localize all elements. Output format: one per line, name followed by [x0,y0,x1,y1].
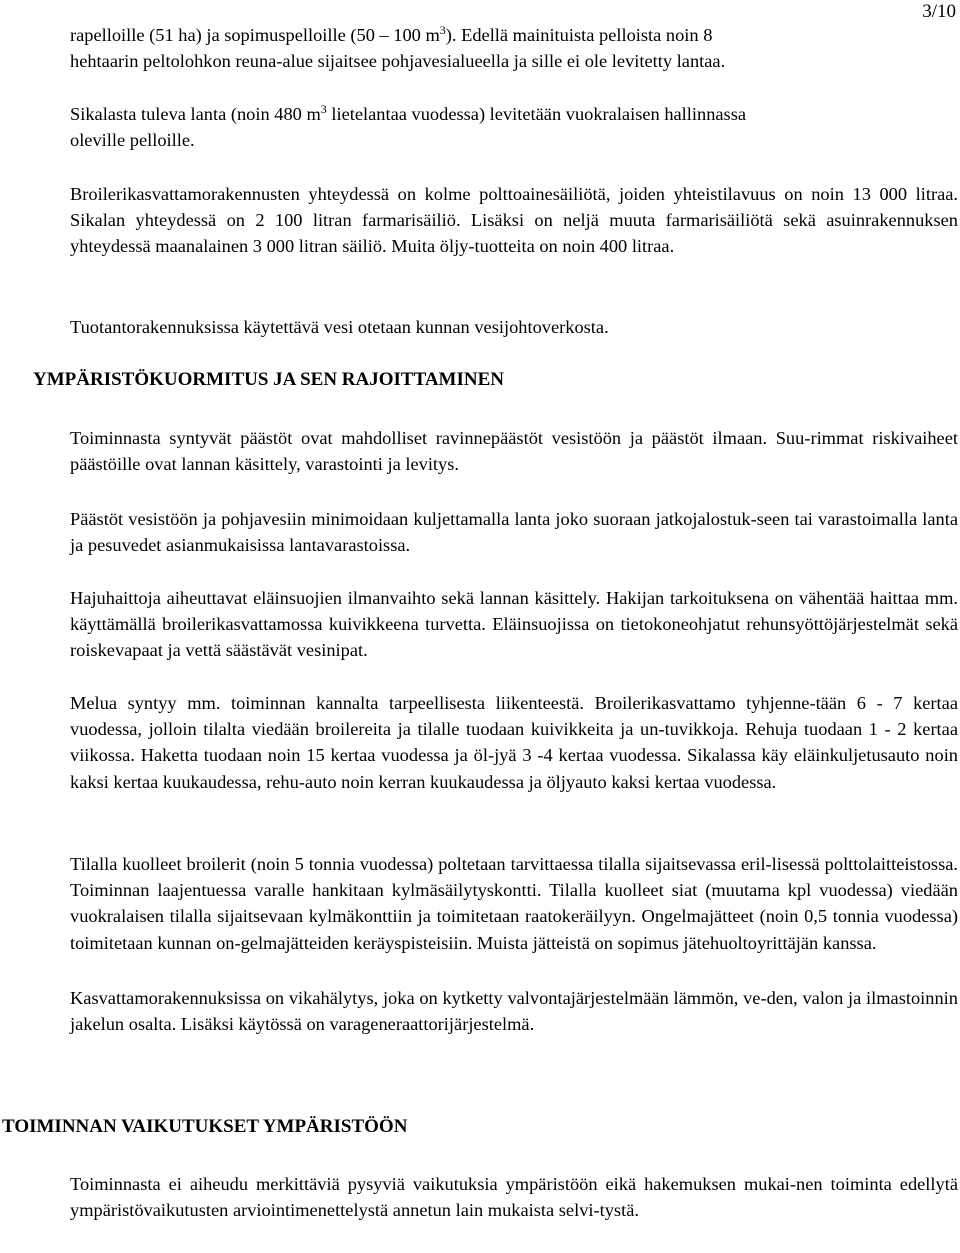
paragraph-text: Melua syntyy mm. toiminnan kannalta tarpeellisesta liikenteestä. Broilerikasvattamo tyhjenne-tään 6 - 7 kertaa vuodessa, jolloin tilalta viedään broilereita ja tilalle tuodaan kuivikkeita ja un-tuvikkoja. Rehuja tuodaan 1 - 2 kertaa viikossa. Haketta tuodaan noin 15 kertaa vuodessa ja öl-jyä 3 -4 kertaa vuodessa. Sikalassa käy eläinkuljetusauto noin kaksi kertaa kuukaudessa, rehu-auto noin kerran kuukaudessa ja öljyauto kaksi kertaa vuodessa. [70,693,958,792]
paragraph-manure-spreading [70,101,958,153]
paragraph-text: Kasvattamorakennuksissa on vikahälytys, joka on kytketty valvontajärjestelmään lämmön, ve-den, valon ja ilmastoinnin jakelun osalta. Lisäksi käytössä on varageneraattorijärjestelmä. [70,988,958,1035]
paragraph-water-emissions [70,506,958,558]
paragraph-text: Hajuhaittoja aiheuttavat eläinsuojien ilmanvaihto sekä lannan käsittely. Hakijan tarkoituksena on vähentää haittaa mm. käyttämällä broilerikasvattamossa kuivikkeena turvetta. Eläinsuojissa on tietokoneohjatut rehunsyöttöjärjestelmät sekä roiskevapaat ja vettä säästävät vesinipat. [70,588,958,661]
paragraph-alarm [70,985,958,1037]
paragraph-fuel-tanks [70,181,958,260]
text-span: lietelantaa vuodessa) levitetään vuokralaisen hallinnassa [326,104,747,124]
text-span: ). Edellä mainituista pelloista noin 8 [445,25,713,45]
paragraph-waste [70,851,958,956]
paragraph-line: oleville pelloille. [70,130,195,151]
paragraph-text: Toiminnasta ei aiheudu merkittäviä pysyviä vaikutuksia ympäristöön eikä hakemuksen mukai-nen toiminta edellytä ympäristövaikutusten arviointimenettelystä annetun lain mukaista selvi-tystä. [70,1174,958,1221]
paragraph-emissions [70,425,958,477]
paragraph-text: Broilerikasvattamorakennusten yhteydessä on kolme polttoainesäiliötä, joiden yhteistilavuus on noin 13 000 litraa. Sikalan yhteydessä on 2 100 litran farmarisäiliö. Lisäksi on neljä muuta farmarisäiliötä sekä asuinrakennuksen yhteydessä maanalainen 3 000 litran säiliö. Muita öljy-tuotteita on noin 400 litraa. [70,184,958,257]
page-number: 3/10 [922,1,956,22]
paragraph-impacts [70,1171,958,1223]
text-span: Sikalasta tuleva lanta (noin 480 m [70,104,321,124]
paragraph-line [70,101,958,127]
text-span: rapelloille (51 ha) ja sopimuspelloille (50 – 100 m [70,25,440,45]
section-heading-impacts: TOIMINNAN VAIKUTUKSET YMPÄRISTÖÖN [2,1116,408,1137]
paragraph-text: Tilalla kuolleet broilerit (noin 5 tonnia vuodessa) poltetaan tarvittaessa tilalla sijaitsevassa eril-lisessä polttolaitteistossa. Toiminnan laajentuessa varalle hankitaan kylmäsäilytyskontti. Tilalla kuolleet siat (muutama kpl vuodessa) viedään vuokralaisen tilalla sijaitsevaan kylmäkonttiin ja toimitetaan raatokeräilyyn. Ongelmajätteet (noin 0,5 tonnia vuodessa) toimitetaan kunnan on-gelmajätteiden keräyspisteisiin. Muista jätteistä on sopimus jätehuoltoyrittäjän kanssa. [70,854,958,953]
section-heading-emissions: YMPÄRISTÖKUORMITUS JA SEN RAJOITTAMINEN [33,369,505,390]
paragraph-text: Tuotantorakennuksissa käytettävä vesi otetaan kunnan vesijohtoverkosta. [70,317,609,337]
paragraph-noise [70,690,958,795]
paragraph-water-supply [70,314,958,340]
paragraph-text: Päästöt vesistöön ja pohjavesiin minimoidaan kuljettamalla lanta joko suoraan jatkojalostuk-seen tai varastoimalla lanta ja pesuvedet asianmukaisissa lantavarastoissa. [70,509,958,556]
paragraph-text: Toiminnasta syntyvät päästöt ovat mahdolliset ravinnepäästöt vesistöön ja päästöt ilmaan. Suu-rimmat riskivaiheet päästöille ovat lannan käsittely, varastointi ja levitys. [70,428,958,475]
paragraph-line [70,22,958,48]
paragraph-field-application [70,22,958,74]
paragraph-line: hehtaarin peltolohkon reuna-alue sijaitsee pohjavesialueella ja sille ei ole levitetty lantaa. [70,51,726,72]
superscript: 3 [439,23,446,37]
paragraph-odour [70,585,958,664]
superscript: 3 [320,102,327,116]
